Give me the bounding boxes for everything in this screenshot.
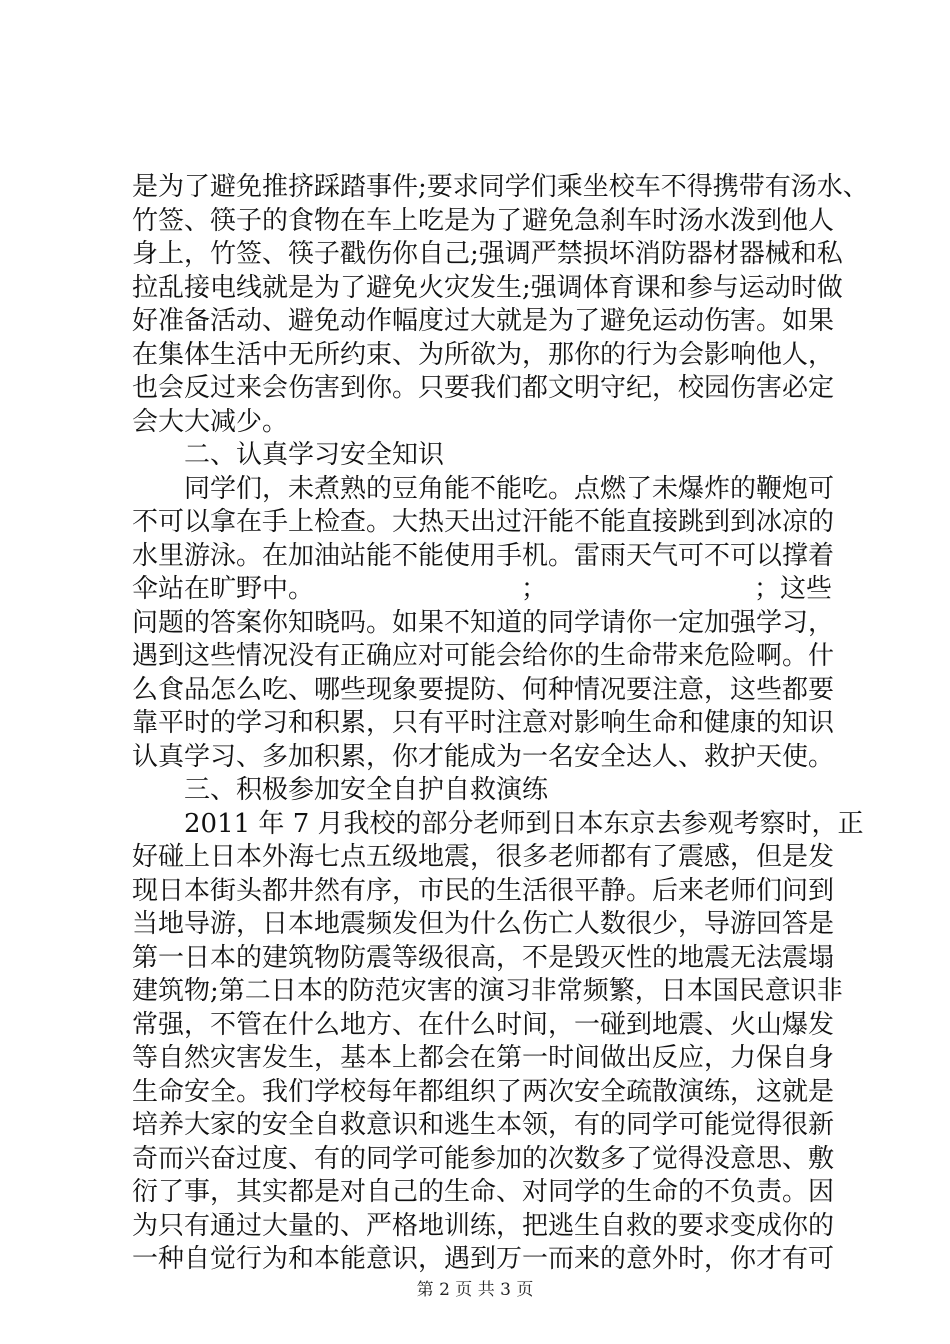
text-line: 一种自觉行为和本能意识，遇到万一而来的意外时，你才有可 — [132, 1244, 835, 1274]
text-line: 是为了避免推挤踩踏事件;要求同学们乘坐校车不得携带有汤水、 — [132, 172, 869, 202]
text-line: 2011 年 7 月我校的部分老师到日本东京去参观考察时，正 — [132, 808, 864, 839]
text-line: 拉乱接电线就是为了避免火灾发生;强调体育课和参与运动时做 — [132, 272, 843, 303]
text-line: 水里游泳。在加油站能不能使用手机。雷雨天气可不可以撑着 — [132, 540, 835, 571]
text-line: 衍了事，其实都是对自己的生命、对同学的生命的不负责。因 — [132, 1177, 835, 1207]
text-line: 建筑物;第二日本的防范灾害的演习非常频繁，日本国民意识非 — [132, 976, 843, 1006]
text-line: 竹签、筷子的食物在车上吃是为了避免急刹车时汤水泼到他人 — [132, 205, 835, 236]
text-line: 第一日本的建筑物防震等级很高，不是毁灭性的地震无法震塌 — [132, 942, 835, 973]
text-line: 么食品怎么吃、哪些现象要提防、何种情况要注意，这些都要 — [132, 674, 835, 705]
text-line: 常强，不管在什么地方、在什么时间，一碰到地震、火山爆发 — [132, 1009, 835, 1040]
text-line: 不可以拿在手上检查。大热天出过汗能不能直接跳到到冰凉的 — [132, 507, 835, 537]
text-line: 认真学习、多加积累，你才能成为一名安全达人、救护天使。 — [132, 741, 835, 772]
text-line: 为只有通过大量的、严格地训练，把逃生自救的要求变成你的 — [132, 1210, 835, 1241]
text-line: 会大大减少。 — [132, 406, 289, 437]
text-fragment: 伞站在旷野中。 — [132, 574, 315, 604]
section-heading: 三、积极参加安全自护自救演练 — [132, 775, 549, 805]
text-line: 靠平时的学习和积累，只有平时注意对影响生命和健康的知识 — [132, 708, 835, 738]
text-line: 在集体生活中无所约束、为所欲为，那你的行为会影响他人， — [132, 339, 835, 370]
text-line: 问题的答案你知晓吗。如果不知道的同学请你一定加强学习， — [132, 607, 835, 638]
text-line: 好碰上日本外海七点五级地震，很多老师都有了震感，但是发 — [132, 842, 835, 872]
page-number-footer: 第 2 页 共 3 页 — [416, 1280, 534, 1300]
text-fragment: ； — [520, 574, 547, 604]
text-fragment: ；这些 — [753, 574, 832, 604]
text-line-spread — [132, 573, 832, 607]
document-body — [132, 171, 869, 1277]
text-line: 同学们，未煮熟的豆角能不能吃。点燃了未爆炸的鞭炮可 — [132, 473, 835, 504]
text-line: 培养大家的安全自救意识和逃生本领，有的同学可能觉得很新 — [132, 1110, 835, 1140]
text-line: 现日本街头都井然有序，市民的生活很平静。后来老师们问到 — [132, 875, 835, 906]
text-line: 遇到这些情况没有正确应对可能会给你的生命带来危险啊。什 — [132, 641, 835, 671]
text-line: 好准备活动、避免动作幅度过大就是为了避免运动伤害。如果 — [132, 306, 835, 336]
text-line: 当地导游，日本地震频发但为什么伤亡人数很少，导游回答是 — [132, 909, 835, 939]
text-line: 也会反过来会伤害到你。只要我们都文明守纪，校园伤害必定 — [132, 373, 835, 403]
text-line: 身上，竹签、筷子戳伤你自己;强调严禁损坏消防器材器械和私 — [132, 239, 843, 269]
section-heading: 二、认真学习安全知识 — [132, 440, 445, 470]
text-line: 等自然灾害发生，基本上都会在第一时间做出反应，力保自身 — [132, 1043, 835, 1073]
text-line: 奇而兴奋过度、有的同学可能参加的次数多了觉得没意思、敷 — [132, 1143, 835, 1174]
text-line: 生命安全。我们学校每年都组织了两次安全疏散演练，这就是 — [132, 1076, 835, 1107]
